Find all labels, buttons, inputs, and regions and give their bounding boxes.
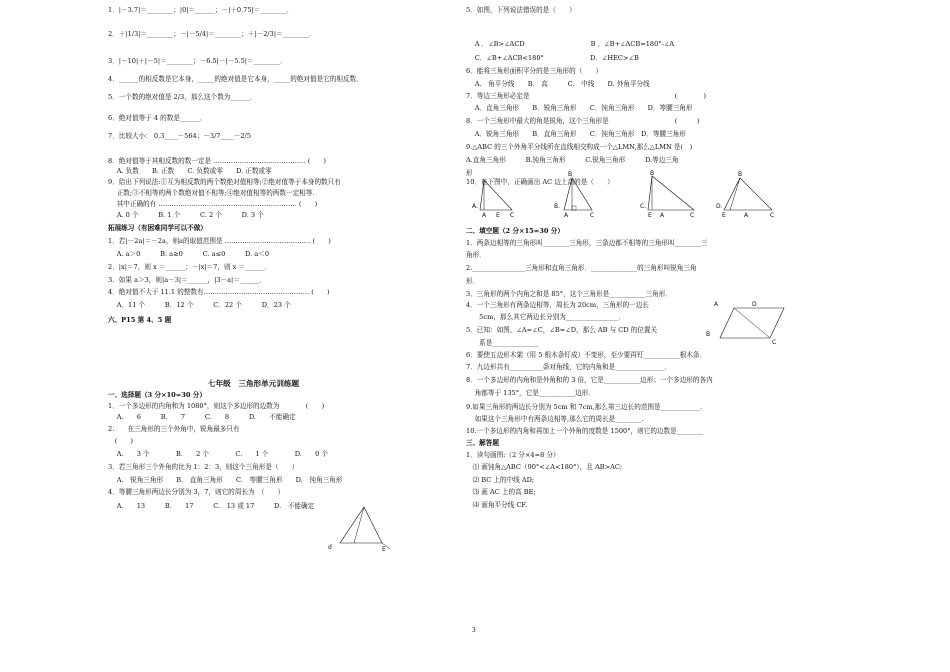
- right-text-line: 形．: [466, 277, 480, 285]
- svg-text:C: C: [510, 212, 515, 219]
- svg-text:E: E: [722, 212, 726, 219]
- q10-label-c: C.: [640, 203, 647, 210]
- left-text-line: A. 13 B. 17 C. 13 或 17 D. 不能确定: [108, 502, 315, 510]
- left-text-line: A．11 个 B．12 个 C．22 个 D．23 个: [108, 301, 291, 309]
- right-text-line: ⑶ 画 AC 上的高 BE;: [466, 488, 536, 496]
- svg-text:C: C: [690, 212, 695, 219]
- svg-text:d: d: [328, 544, 332, 551]
- svg-text:C: C: [770, 212, 775, 219]
- left-text-line: 4．______的相反数是它本身，_____的绝对值是它本身，_____的绝对值是它的相反数．: [108, 75, 363, 83]
- right-text-line: 4．一个三角形有两条边相等，周长为 20cm，三角形的一边长: [466, 301, 649, 309]
- svg-text:A: A: [744, 212, 749, 219]
- left-text-line: A. 0 个 B. 1 个 C. 2 个 D. 3 个: [108, 211, 264, 219]
- right-text-line: 10.一个多边形的内角和再加上一个外角的度数是 1500°，则它的边数是________: [466, 427, 704, 435]
- svg-text:A: A: [564, 212, 569, 219]
- left-text-line: 2．|x|＝7，则 x ＝______；－|x|＝7，则 x ＝______．: [108, 263, 272, 271]
- right-text-line: 3．三角形的两个内角之和是 85°，这个三角形是___________三角形．: [466, 290, 672, 298]
- right-text-line: A. 角平分线 B. 高 C. 中线 D. 外角平分线: [466, 80, 650, 88]
- svg-text:B: B: [568, 171, 573, 178]
- left-text-line: 1．若|－2a|＝－2a，则a的取值范围是 ………………………………… ( ): [108, 237, 331, 245]
- right-text-line: 5．已知：如图，∠A=∠C，∠B=∠D，那么 AB 与 CD 的位置关: [466, 326, 658, 334]
- right-text-line: 1．读句画图:（2 分×4=8 分）: [466, 451, 560, 459]
- right-text-line: ⑵ BC 上的中线 AD;: [466, 476, 535, 484]
- right-text-line: 9.△ABC 的三个外角平分线所在直线相交构成一个△LMN,那么△LMN 是( ): [466, 143, 693, 151]
- left-text-line: 一、选择题（3 分×10=30 分）: [108, 391, 206, 399]
- right-text-line: 5cm，那么其它两边长分别为________________．: [466, 313, 626, 321]
- left-text-line: 5．一个数的绝对值是 2/3，那么这个数为______．: [108, 93, 257, 101]
- left-text-line: 拓展练习（有困难同学可以不做）: [108, 224, 207, 232]
- svg-text:A: A: [482, 212, 487, 219]
- right-text-line: A．直角三角形 B．锐角三角形 C．钝角三角形 D．等腰三角形: [466, 104, 693, 112]
- left-text-line: A. 6 B. 7 C. 8 D. 不能确定: [108, 413, 296, 421]
- right-text-line: C．∠B+∠ACB<180° D．∠HEC>∠B: [466, 54, 639, 62]
- right-text-line: A ．∠B>∠ACD B ．∠B+∠ACB=180°-∠A: [466, 40, 675, 48]
- left-text-line: ( ): [108, 437, 133, 445]
- right-text-line: A．锐角三角形 B．直角三角形 C．钝角三角形 D．等腰三角形: [466, 130, 686, 138]
- left-text-line: A. 3 个 B. 2 个 C. 1 个 D. 0 个: [108, 450, 328, 458]
- left-text-line: 7．比较大小： 0.3____－564；－3/7____－2/5: [108, 132, 251, 140]
- right-text-line: 7．九边形共有__________条对角线，它的内角和是_______________．: [466, 363, 672, 371]
- right-text-line: 系是______________: [466, 339, 539, 347]
- left-text-line: A. a＞0 B. a≥0 C. a≤0 D. a＜0: [108, 250, 270, 258]
- parallelogram-label-a: A: [714, 301, 719, 308]
- right-text-line: ⑷ 画角平分线 CF.: [466, 501, 528, 509]
- q10-figures: [472, 172, 792, 218]
- page-number: 3: [472, 627, 476, 634]
- parallelogram-figure: [706, 300, 786, 344]
- left-text-line: A. 负数 B. 正数 C. 负数或零 D. 正数或零: [108, 167, 272, 175]
- right-text-line: 角都等于 135°，它是___________边形．: [466, 389, 595, 397]
- q10-option-c-figure: [640, 170, 694, 219]
- right-text-line: 9.如果三角形的两边长分别为 5cm 和 7cm,那么第三边长的范围是____________.: [466, 403, 703, 411]
- left-text-line: 其中正确的有 ……………………………………………………… ( ): [108, 200, 318, 208]
- svg-text:C: C: [590, 212, 595, 219]
- svg-text:B: B: [738, 171, 743, 178]
- right-text-line: 三、解答题: [466, 439, 499, 447]
- svg-text:E: E: [382, 546, 386, 553]
- parallelogram-label-c: C: [772, 339, 777, 346]
- left-text-line: 9．给出下列说法:①互为相反数的两个数绝对值相等;②绝对值等于本身的数只有: [108, 178, 341, 186]
- parallelogram-label-d: D: [752, 301, 757, 308]
- left-text-line: 正数;③不相等的两个数绝对值不相等;④绝对值相等的两数一定相等.: [108, 189, 315, 197]
- left-text-line: 2．＋|1/3|＝________；－|－5/4|＝________；＋|－2/3|＝________．: [108, 30, 316, 38]
- right-text-line: 6．要使五边形木架（用 5 根木条钉成）不变形，至少要再钉___________根木条．: [466, 351, 707, 359]
- left-text-line: 1．|－3.7|＝________；|0|＝______；－|＋0.75|＝________．: [108, 6, 294, 14]
- left-text-line: 1．一个多边形的内角和为 1080°，则这个多边形的边数为 ( ): [108, 402, 325, 410]
- right-text-line: 7．等边三角形必定是 ( ): [466, 92, 707, 100]
- left-text-line: A. 锐角三角形 B. 直角三角形 C. 等腰三角形 D. 钝角三角形: [108, 476, 343, 484]
- right-text-line: 2.________________三角形和直角三角形．______________的三角形叫锐角三角: [466, 264, 697, 272]
- svg-text:B: B: [650, 170, 655, 177]
- q10-label-d: D.: [716, 203, 723, 210]
- parallelogram-label-b: B: [706, 331, 711, 338]
- right-text-line: A.直角三角形 B.钝角三角形 C.锐角三角形 D.等边三角: [466, 156, 679, 164]
- q10-option-b-figure: [554, 171, 594, 219]
- svg-text:E: E: [648, 212, 652, 219]
- right-text-line: 如果这个三角形中有两条边相等,那么它的周长是________.: [466, 415, 644, 423]
- q10-label-a: A.: [472, 203, 478, 210]
- svg-text:A: A: [660, 212, 665, 219]
- left-text-line: 六、P15 第 4、5 题: [108, 316, 172, 324]
- left-text-line: 3．|－10|＋|－5|＝________；－6.5|－|－5.5|＝________．: [108, 57, 287, 65]
- left-text-line: 七年级 三角形单元训练题: [208, 379, 300, 388]
- right-text-line: 8．一个三角形中最大的角是锐角，这个三角形是 ( ): [466, 117, 700, 125]
- right-text-line: 形: [466, 169, 473, 177]
- left-text-line: 6．绝对值等于 4 的数是______．: [108, 114, 207, 122]
- right-text-line: 10．在下图中，正确画出 AC 边上高的是（ ）: [466, 178, 614, 186]
- right-text-line: 1．两条边相等的三角形叫________三角形，三条边都不相等的三角形叫________三: [466, 239, 708, 247]
- left-text-line: 4．绝对值不大于 11.1 的整数有………………………………………… ( ): [108, 288, 330, 296]
- right-text-line: 8．一个多边形的内角和是外角和的 3 倍，它是___________边形；一个多边形的各内: [466, 376, 713, 384]
- q10-option-d-figure: [716, 171, 774, 219]
- left-text-line: 2. 在三角形的三个外角中，锐角最多只有: [108, 425, 240, 433]
- left-text-line: 4．等腰三角形两边长分别为 3，7，则它的周长为 （ ）: [108, 488, 285, 496]
- right-text-line: 角形．: [466, 251, 486, 259]
- triangle-figure-q5: [320, 505, 400, 551]
- right-text-line: 5．如图，下列说法错误的是（ ）: [466, 6, 576, 14]
- q10-label-b: B.: [554, 203, 561, 210]
- left-text-line: 8．绝对值等于其相反数的数一定是 …………………………………… ( ): [108, 157, 326, 165]
- svg-text:E: E: [496, 212, 500, 219]
- right-text-line: 二、填空题（2 分×15=30 分）: [466, 227, 564, 235]
- left-text-line: 3．如果 a＞3，则|a－3|＝______，|3－a|＝______．: [108, 276, 267, 284]
- right-text-line: ⑴ 画钝角△ABC（90°<∠A<180°），且 AB>AC;: [466, 463, 623, 471]
- q10-option-a-figure: [472, 180, 514, 219]
- right-text-line: 6．能将三角形面积平分的是三角形的（ ）: [466, 67, 603, 75]
- left-text-line: 3．若三角形三个外角的比为 1：2：3，则这个三角形是（ ）: [108, 463, 299, 471]
